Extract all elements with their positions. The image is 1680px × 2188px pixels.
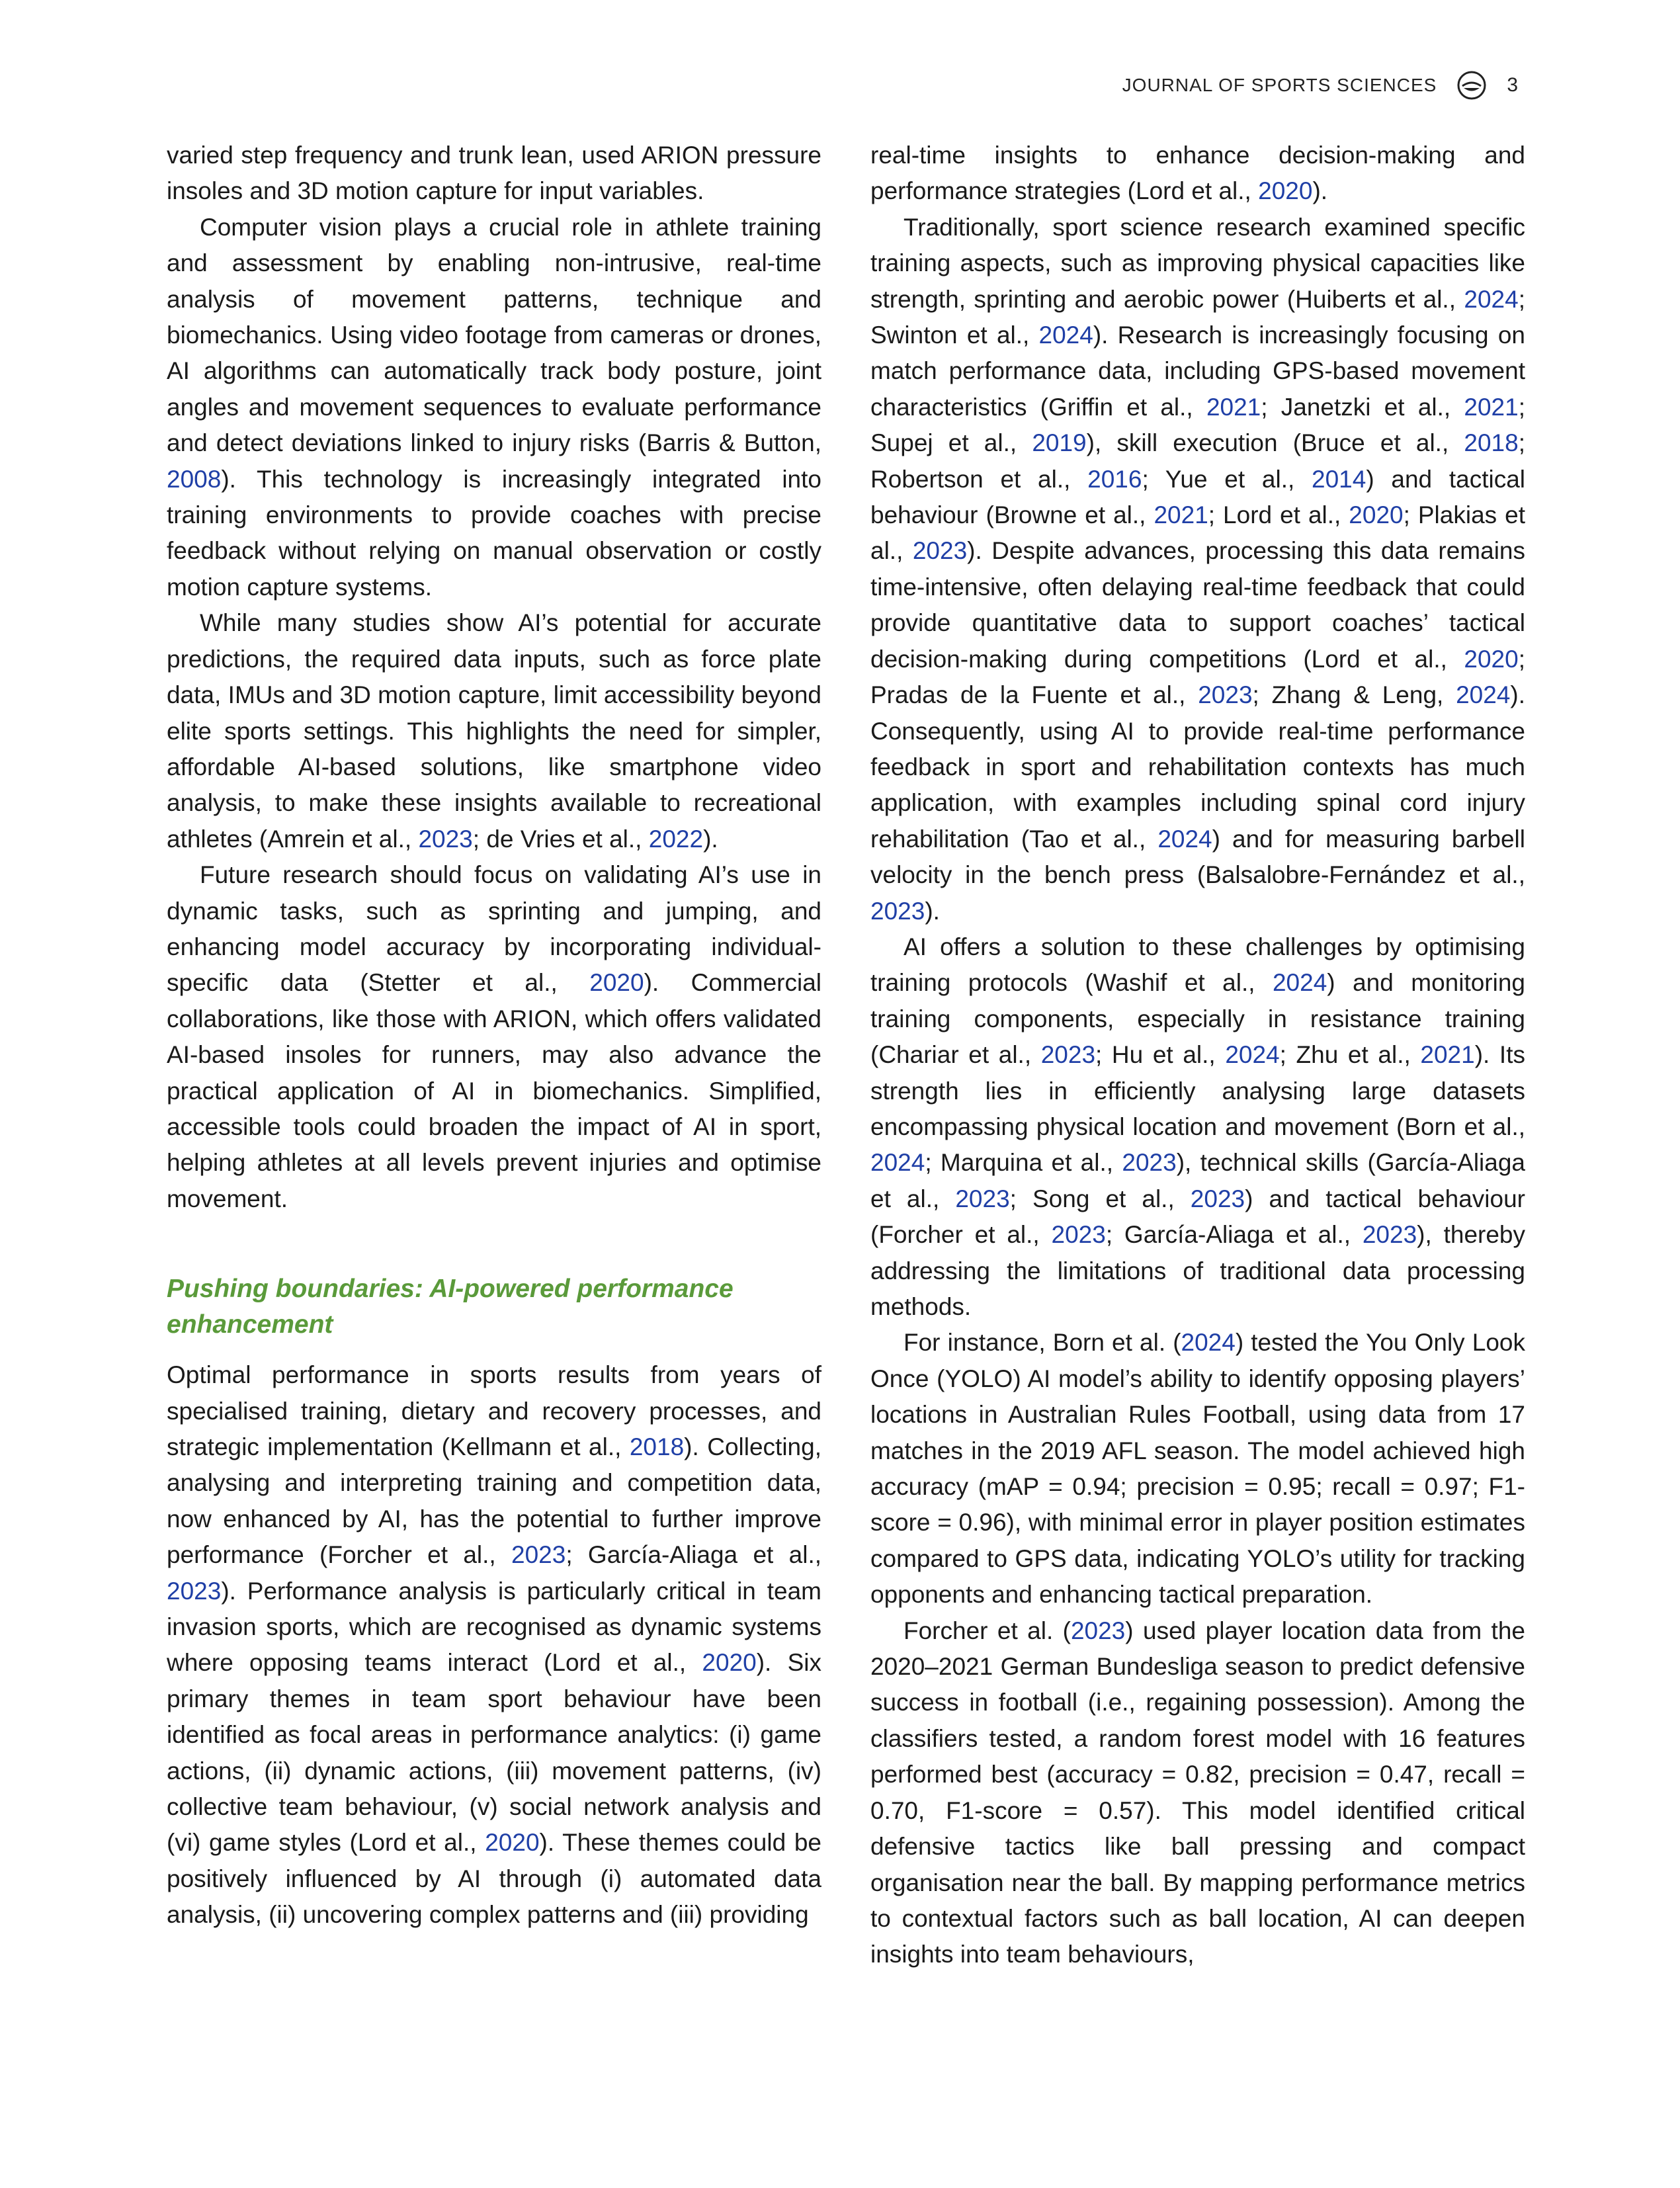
citation-link[interactable]: 2023: [912, 537, 968, 565]
citation-link[interactable]: 2024: [1181, 1329, 1236, 1357]
citation-link[interactable]: 2016: [1087, 465, 1142, 493]
citation-link[interactable]: 2023: [1362, 1221, 1417, 1249]
citation-link[interactable]: 2023: [167, 1577, 222, 1605]
page-number: 3: [1507, 74, 1519, 96]
citation-link[interactable]: 2024: [1272, 969, 1327, 997]
citation-link[interactable]: 2019: [1032, 429, 1087, 457]
citation-link[interactable]: 2021: [1420, 1041, 1475, 1069]
journal-logo-icon: [1456, 70, 1487, 101]
citation-link[interactable]: 2024: [870, 1149, 925, 1177]
running-head: [1122, 70, 1519, 101]
citation-link[interactable]: 2024: [1225, 1041, 1280, 1069]
citation-link[interactable]: 2024: [1157, 825, 1212, 853]
paragraph: Forcher et al. (2023) used player location data from the 2020–2021 German Bundesliga season to predict defensive success in football (i.e., regaining possession). Among the classifiers tested, a random forest model with 16 features performed best (accuracy = 0.82, precision = 0.47, recall = 0.70, F1-score = 0.57). This model identified critical defensive tactics like ball pressing and compact organisation near the ball. By mapping performance metrics to contextual factors such as ball location, AI can deepen insights into team behaviours,: [870, 1617, 1525, 1968]
journal-title: JOURNAL OF SPORTS SCIENCES: [1122, 75, 1437, 95]
citation-link[interactable]: 2023: [418, 825, 473, 853]
citation-link[interactable]: 2023: [1051, 1221, 1106, 1249]
citation-link[interactable]: 2023: [870, 897, 925, 925]
citation-link[interactable]: 2023: [1122, 1149, 1177, 1177]
citation-link[interactable]: 2023: [955, 1185, 1010, 1212]
citation-link[interactable]: 2024: [1038, 321, 1093, 349]
paragraph: Traditionally, sport science research examined specific training aspects, such as improving physical capacities like strength, sprinting and aerobic power (Huiberts et al., 2024; Swinton et al., 2024). Research is increasingly focusing on match performance data, including GPS-based movement characteristics (Griffin et al., 2021; Janetzki et al., 2021; Supej et al., 2019), skill execution (Bruce et al., 2018; Robertson et al., 2016; Yue et al., 2014) and tactical behaviour (Browne et al., 2021; Lord et al., 2020; Plakias et al., 2023). Despite advances, processing this data remains time-intensive, often delaying real-time feedback that could provide quantitative data to support coaches’ tactical decision-making during competitions (Lord et al., 2020; Pradas de la Fuente et al., 2023; Zhang & Leng, 2024). Consequently, using AI to provide real-time performance feedback in sport and rehabilitation contexts has much application, with examples including spinal cord injury rehabilitation (Tao et al., 2024) and for measuring barbell velocity in the bench press (Balsalobre-Fernández et al., 2023).: [870, 213, 1525, 925]
paragraph: varied step frequency and trunk lean, used ARION pressure insoles and 3D motion capture for input variables.: [167, 142, 821, 205]
citation-link[interactable]: 2023: [1190, 1185, 1245, 1212]
citation-link[interactable]: 2020: [1258, 177, 1313, 205]
paragraph: Future research should focus on validating AI’s use in dynamic tasks, such as sprinting and jumping, and enhancing model accuracy by incorporating individual-specific data (Stetter et al., 2020). Commercial collaborations, like those with ARION, which offers validated AI-based insoles for runners, may also advance the practical application of AI in biomechanics. Simplified, accessible tools could broaden the impact of AI in sport, helping athletes at all levels prevent injuries and optimise movement.: [167, 861, 821, 1212]
citation-link[interactable]: 2021: [1206, 393, 1261, 421]
citation-link[interactable]: 2020: [1349, 501, 1404, 529]
section-heading: Pushing boundaries: AI-powered performance enhancement: [167, 1275, 734, 1339]
citation-link[interactable]: 2014: [1312, 465, 1366, 493]
citation-link[interactable]: 2020: [589, 969, 644, 997]
citation-link[interactable]: 2023: [1070, 1617, 1126, 1644]
citation-link[interactable]: 2021: [1464, 393, 1519, 421]
citation-link[interactable]: 2018: [1464, 429, 1519, 457]
left-column: [167, 138, 821, 1933]
citation-link[interactable]: 2021: [1154, 501, 1208, 529]
citation-link[interactable]: 2023: [1040, 1041, 1096, 1069]
citation-link[interactable]: 2023: [511, 1541, 566, 1569]
paragraph: real-time insights to enhance decision-making and performance strategies (Lord et al., 2020).: [870, 142, 1525, 205]
paragraph: AI offers a solution to these challenges by optimising training protocols (Washif et al., 2024) and monitoring training components, especially in resistance training (Chariar et al., 2023; Hu et al., 2024; Zhu et al., 2021). Its strength lies in efficiently analysing large datasets encompassing physical location and movement (Born et al., 2024; Marquina et al., 2023), technical skills (García-Aliaga et al., 2023; Song et al., 2023) and tactical behaviour (Forcher et al., 2023; García-Aliaga et al., 2023), thereby addressing the limitations of traditional data processing methods.: [870, 933, 1526, 1320]
citation-link[interactable]: 2018: [629, 1433, 685, 1460]
citation-link[interactable]: 2022: [648, 825, 704, 853]
paragraph: Optimal performance in sports results from years of specialised training, dietary and recovery processes, and strategic implementation (Kellmann et al., 2018). Collecting, analysing and interpreting training and competition data, now enhanced by AI, has the potential to further improve performance (Forcher et al., 2023; García-Aliaga et al., 2023). Performance analysis is particularly critical in team invasion sports, which are recognised as dynamic systems where opposing teams interact (Lord et al., 2020). Six primary themes in team sport behaviour have been identified as focal areas in performance analytics: (i) game actions, (ii) dynamic actions, (iii) movement patterns, (iv) collective team behaviour, (v) social network analysis and (vi) game styles (Lord et al., 2020). These themes could be positively influenced by AI through (i) automated data analysis, (ii) uncovering complex patterns and (iii) providing: [167, 1361, 822, 1929]
citation-link[interactable]: 2024: [1456, 681, 1511, 709]
citation-link[interactable]: 2020: [1464, 645, 1519, 673]
citation-link[interactable]: 2008: [167, 465, 222, 493]
paragraph: For instance, Born et al. (2024) tested the You Only Look Once (YOLO) AI model’s ability to identify opposing players’ locations in Australian Rules Football, using data from 17 matches in the 2019 AFL season. The model achieved high accuracy (mAP = 0.94; precision = 0.95; recall = 0.97; F1-score = 0.96), with minimal error in player position estimates compared to GPS data, indicating YOLO’s utility for tracking opponents and enhancing tactical preparation.: [870, 1329, 1525, 1609]
citation-link[interactable]: 2020: [702, 1649, 757, 1677]
right-column: [870, 138, 1525, 1973]
paragraph: While many studies show AI’s potential for accurate predictions, the required data inputs, such as force plate data, IMUs and 3D motion capture, limit accessibility beyond elite sports settings. This highlights the need for simpler, affordable AI-based solutions, like smartphone video analysis, to make these insights available to recreational athletes (Amrein et al., 2023; de Vries et al., 2022).: [167, 609, 821, 853]
citation-link[interactable]: 2020: [485, 1829, 540, 1857]
paragraph: Computer vision plays a crucial role in athlete training and assessment by enabling non-intrusive, real-time analysis of movement patterns, technique and biomechanics. Using video footage from cameras or drones, AI algorithms can automatically track body posture, joint angles and movement sequences to evaluate performance and detect deviations linked to injury risks (Barris & Button, 2008). This technology is increasingly integrated into training environments to provide coaches with precise feedback without relying on manual observation or costly motion capture systems.: [167, 213, 821, 601]
citation-link[interactable]: 2023: [1198, 681, 1253, 709]
citation-link[interactable]: 2024: [1464, 285, 1519, 313]
